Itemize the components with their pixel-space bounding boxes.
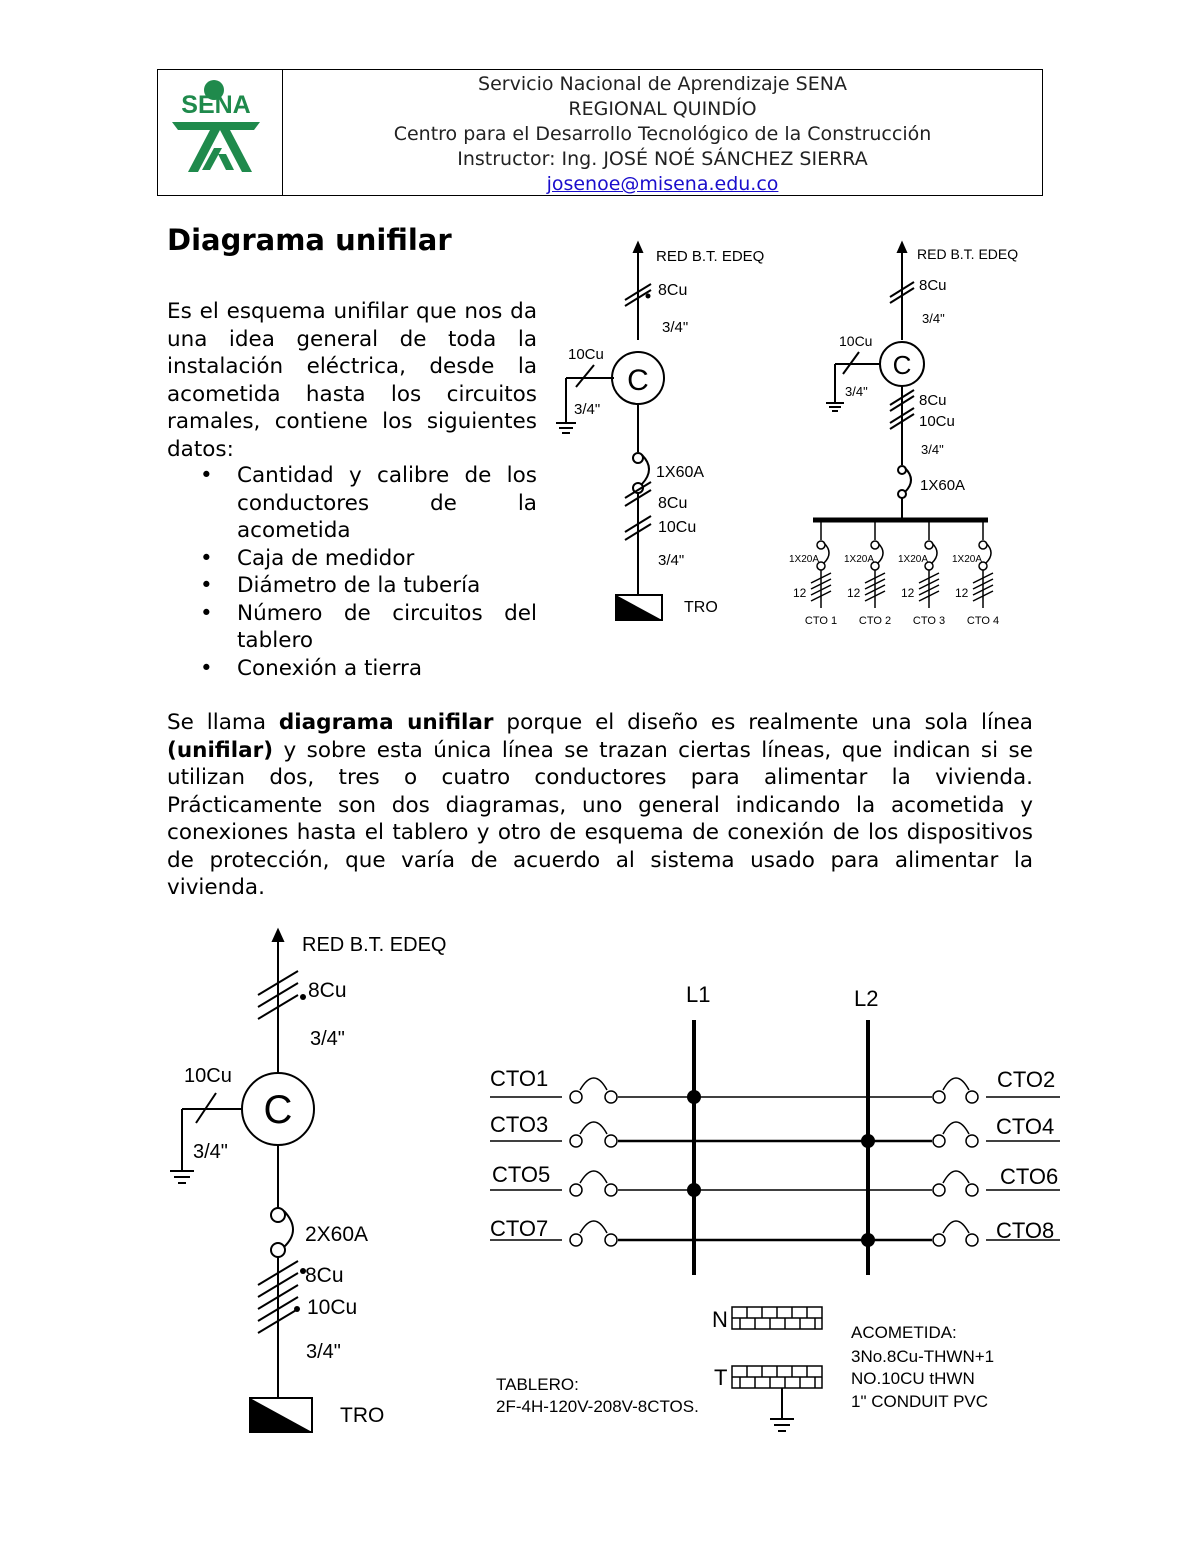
diagram2-size1-label: 3/4" [922,311,945,326]
diagram1-cu8-label: 8Cu [658,282,688,299]
intro-text [167,298,537,463]
branch-breaker-label: 1X20A [789,554,820,565]
para-text-2: porque el diseño es realmente una sola línea [493,710,1033,735]
circuit-label: CTO2 [997,1067,1056,1092]
email-link[interactable]: josenoe@misena.edu.co [546,173,779,195]
branch-gauge-label: 12 [955,586,969,600]
diagram1-red-label: RED B.T. EDEQ [656,248,765,265]
header-line-1: Servicio Nacional de Aprendizaje SENA [478,73,847,95]
diagram2-size3-label: 3/4" [921,442,944,457]
diagram1-cu8b-label: 8Cu [658,495,688,512]
circuit-label: CTO3 [490,1112,549,1137]
diagram2-size2-label: 3/4" [845,384,868,399]
line-l2-label: L2 [854,986,879,1011]
diagram2-cu10-label: 10Cu [839,333,873,349]
unifilar-diagram-2 [785,240,1045,630]
circuit-label: CTO 2 [858,615,892,627]
line-l1-label: L1 [686,982,711,1007]
branch-breaker-label: 1X20A [898,554,929,565]
diagram1-breaker-label: 1X60A [656,464,705,481]
diagram3-size1-label: 3/4" [310,1028,345,1050]
bullet-item: • Cantidad y calibre de los conductores de la acometida [200,462,537,545]
branch-gauge-label: 12 [793,586,807,600]
header-table [157,69,1043,196]
diagram2-cu10b-label: 10Cu [919,413,955,430]
bullet-item: • Número de circuitos del tablero [200,600,537,655]
diagram3-red-label: RED B.T. EDEQ [302,934,447,956]
diagram3-breaker-label: 2X60A [305,1223,369,1246]
branch-gauge-label: 12 [847,586,861,600]
bullet-item: • Conexión a tierra [200,655,537,683]
unifilar-diagram-1 [550,240,790,630]
logo-text: SENA [181,91,251,119]
diagram3-cu8-label: 8Cu [308,979,347,1002]
para-text-1: Se llama [167,710,279,735]
diagram1-size1-label: 3/4" [662,319,689,336]
ground-bar-label: T [714,1365,728,1390]
diagram2-cu8b-label: 8Cu [919,392,947,409]
header-line-4: Instructor: Ing. JOSÉ NOÉ SÁNCHEZ SIERRA [457,148,868,170]
intro-paragraph: Es el esquema unifilar que nos da una idea general de toda la instalación eléctrica, desde la acometida hasta los circuitos ramales, contiene los siguientes datos: [167,299,537,462]
tablero-label: TABLERO: [496,1375,579,1394]
circuit-label: CTO5 [492,1162,551,1187]
body-paragraph [167,709,1033,902]
diagram3-cu10-label: 10Cu [184,1065,232,1087]
unifilar-diagram-3 [160,925,480,1445]
diagram1-tro-label: TRO [684,599,718,616]
tablero-spec: 2F-4H-120V-208V-8CTOS. [496,1397,699,1416]
header-line-2: REGIONAL QUINDÍO [568,98,757,120]
bullet-list [200,462,537,682]
header-text [283,72,1042,197]
diagram2-cu8-label: 8Cu [919,277,947,294]
meter-symbol: C [627,364,649,397]
circuit-label: CTO7 [490,1216,549,1241]
neutral-bar-label: N [712,1307,728,1332]
diagram1-size3-label: 3/4" [658,552,685,569]
diagram3-size3-label: 3/4" [306,1341,341,1363]
diagram3-cu8b-label: 8Cu [305,1264,344,1287]
branch-breaker-label: 1X20A [952,554,983,565]
acometida-label: ACOMETIDA: [851,1323,957,1342]
panel-diagram [480,970,1080,1440]
diagram3-cu10b-label: 10Cu [307,1296,358,1319]
acometida-spec-3: 1" CONDUIT PVC [851,1392,989,1411]
circuit-label: CTO8 [996,1218,1055,1243]
circuit-label: CTO6 [1000,1164,1059,1189]
acometida-spec-2: NO.10CU tHWN [851,1369,975,1388]
diagram3-size2-label: 3/4" [193,1141,228,1163]
circuit-label: CTO1 [490,1066,549,1091]
branch-breaker-label: 1X20A [844,554,875,565]
header-line-3: Centro para el Desarrollo Tecnológico de la Construcción [393,123,932,145]
diagram3-tro-label: TRO [340,1404,385,1427]
circuit-label: CTO4 [996,1114,1055,1139]
meter-symbol: C [263,1088,293,1132]
diagram1-cu10-label: 10Cu [568,346,604,363]
bullet-item: • Diámetro de la tubería [200,572,537,600]
para-bold-1: diagrama unifilar [278,710,494,735]
para-text-3: y sobre esta única línea se trazan ciertas líneas, que indican si se utilizan dos, tres o cuatro conductores para alimentar la vivienda. Prácticamente son dos diagramas, uno general indicando la acometida y conexiones hasta el tablero y otro de esquema de conexión de los dispositivos de protección, que varía de acuerdo al sistema usado para alimentar la vivienda. [167,737,1033,900]
sena-logo [158,70,282,195]
circuit-label: CTO 1 [804,615,838,627]
diagram2-red-label: RED B.T. EDEQ [917,246,1019,262]
bullet-item: • Caja de medidor [200,545,537,573]
branch-gauge-label: 12 [901,586,915,600]
acometida-spec-1: 3No.8Cu-THWN+1 [851,1347,995,1366]
meter-symbol: C [892,350,912,380]
para-bold-2: (unifilar) [167,737,274,763]
circuit-label: CTO 4 [966,615,1000,627]
page-title: Diagrama unifilar [167,223,452,257]
logo-cell [158,70,283,195]
diagram1-cu10b-label: 10Cu [658,519,697,536]
circuit-label: CTO 3 [912,615,946,627]
diagram2-breaker-label: 1X60A [920,477,966,494]
diagram1-size2-label: 3/4" [574,401,601,418]
